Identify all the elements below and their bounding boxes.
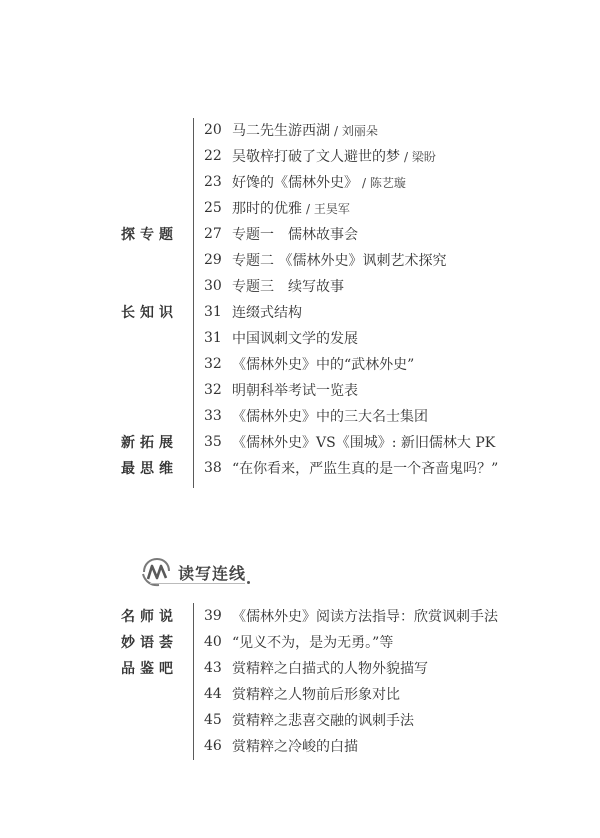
toc-entry-author: / 陈艺璇	[362, 176, 406, 190]
toc-page-number: 32	[204, 356, 222, 372]
toc-entry-title-text: 赏精粹之悲喜交融的讽刺手法	[232, 713, 414, 729]
toc-entry-title	[232, 276, 344, 296]
toc-page-number: 30	[204, 278, 222, 294]
toc-entry-title	[232, 146, 436, 166]
toc-entry[interactable]	[0, 273, 600, 299]
toc-entry-title	[232, 224, 358, 244]
toc-entry-title-text: 中国讽刺文学的发展	[232, 331, 358, 347]
toc-entry[interactable]	[0, 299, 600, 325]
toc-page-number: 35	[204, 434, 222, 450]
toc-page-number: 27	[204, 226, 222, 242]
toc-entry-title-text: 《儒林外史》阅读方法指导：欣赏讽刺手法	[232, 609, 498, 625]
toc-section-label: 长知识	[121, 305, 178, 321]
toc-entry-title-text: 赏精粹之冷峻的白描	[232, 739, 358, 755]
toc-entry-title	[232, 250, 446, 270]
toc-entry[interactable]	[0, 403, 600, 429]
toc-entry-title-text: 《儒林外史》中的“武林外史”	[232, 357, 415, 373]
toc-entry-title-text: 赏精粹之白描式的人物外貌描写	[232, 661, 428, 677]
toc-entry-title-text: 专题一 儒林故事会	[232, 227, 358, 243]
toc-entry-title	[232, 302, 302, 322]
toc-entry-title	[232, 120, 378, 140]
toc-entry-title	[232, 658, 428, 678]
toc-entry-title-text: 好馋的《儒林外史》	[232, 175, 358, 191]
toc-page-number: 31	[204, 330, 222, 346]
toc-entry-title	[232, 406, 428, 426]
toc-entry[interactable]	[0, 143, 600, 169]
toc-entry-title	[232, 432, 495, 452]
toc-entry-title-text: 专题三 续写故事	[232, 279, 344, 295]
toc-entry-title-text: 赏精粹之人物前后形象对比	[232, 687, 400, 703]
toc-entry-title-text: 马二先生游西湖	[232, 123, 330, 139]
part-header-title: 读写连线	[178, 563, 247, 583]
toc-page-number: 40	[204, 634, 222, 650]
toc-entry-title-text: 吴敬梓打破了文人避世的梦	[232, 149, 400, 165]
toc-entry-title	[232, 328, 358, 348]
toc-entry[interactable]	[0, 455, 600, 481]
toc-entry[interactable]	[0, 655, 600, 681]
toc-entry[interactable]	[0, 377, 600, 403]
toc-page-number: 22	[204, 148, 222, 164]
toc-section-label: 妙语荟	[121, 635, 178, 651]
toc-entry-title-text: 连缀式结构	[232, 305, 302, 321]
toc-entry-title-text: 《儒林外史》中的三大名士集团	[232, 409, 428, 425]
toc-page-number: 44	[204, 686, 222, 702]
toc-entry-title-text: 《儒林外史》VS《围城》: 新旧儒林大 PK	[232, 435, 496, 451]
toc-entry[interactable]	[0, 351, 600, 377]
toc-entry-title	[232, 198, 350, 218]
toc-entry[interactable]	[0, 195, 600, 221]
toc-entry[interactable]	[0, 681, 600, 707]
toc-entry-author: / 梁盼	[404, 150, 436, 164]
toc-entry-title-text: 专题二 《儒林外史》讽刺艺术探究	[232, 253, 447, 269]
toc-page-number: 33	[204, 408, 222, 424]
toc-page-number: 46	[204, 738, 222, 754]
toc-entry[interactable]	[0, 429, 600, 455]
toc-entry[interactable]	[0, 325, 600, 351]
toc-entry-author: / 王昊军	[306, 202, 350, 216]
toc-page-number: 20	[204, 122, 222, 138]
toc-entry-title	[232, 710, 414, 730]
toc-entry[interactable]	[0, 247, 600, 273]
toc-entry[interactable]	[0, 733, 600, 759]
toc-entry-title	[232, 380, 358, 400]
toc-entry-title	[232, 354, 414, 374]
toc-page-number: 39	[204, 608, 222, 624]
toc-entry-title	[232, 458, 498, 478]
toc-entry-title-text: “见义不为，是为无勇。”等	[232, 635, 394, 651]
toc-entry[interactable]	[0, 117, 600, 143]
toc-page-number: 32	[204, 382, 222, 398]
part-header-underline	[150, 583, 245, 584]
toc-page-number: 25	[204, 200, 222, 216]
toc-entry-title	[232, 632, 393, 652]
toc-entry-title	[232, 736, 358, 756]
toc-entry-title-text: “在你看来，严监生真的是一个吝啬鬼吗？”	[232, 461, 499, 477]
toc-section-label: 探专题	[121, 227, 178, 243]
part-header-dot	[247, 581, 250, 584]
toc-entry[interactable]	[0, 169, 600, 195]
toc-entry-title-text: 明朝科举考试一览表	[232, 383, 358, 399]
toc-page-number: 31	[204, 304, 222, 320]
toc-entry-title	[232, 172, 406, 192]
toc-entry[interactable]	[0, 221, 600, 247]
toc-section-label: 名师说	[121, 609, 178, 625]
toc-entry-title	[232, 606, 498, 626]
toc-page-number: 45	[204, 712, 222, 728]
toc-section-label: 品鉴吧	[121, 661, 178, 677]
toc-section-label: 最思维	[121, 461, 178, 477]
toc-entry[interactable]	[0, 707, 600, 733]
toc-entry[interactable]	[0, 603, 600, 629]
toc-page-number: 29	[204, 252, 222, 268]
toc-section-label: 新拓展	[121, 435, 178, 451]
toc-entry-title-text: 那时的优雅	[232, 201, 302, 217]
toc-page-number: 38	[204, 460, 222, 476]
toc-entry-title	[232, 684, 400, 704]
toc-entry-author: / 刘丽朵	[334, 124, 378, 138]
toc-page-number: 43	[204, 660, 222, 676]
toc-entry[interactable]	[0, 629, 600, 655]
toc-page-number: 23	[204, 174, 222, 190]
